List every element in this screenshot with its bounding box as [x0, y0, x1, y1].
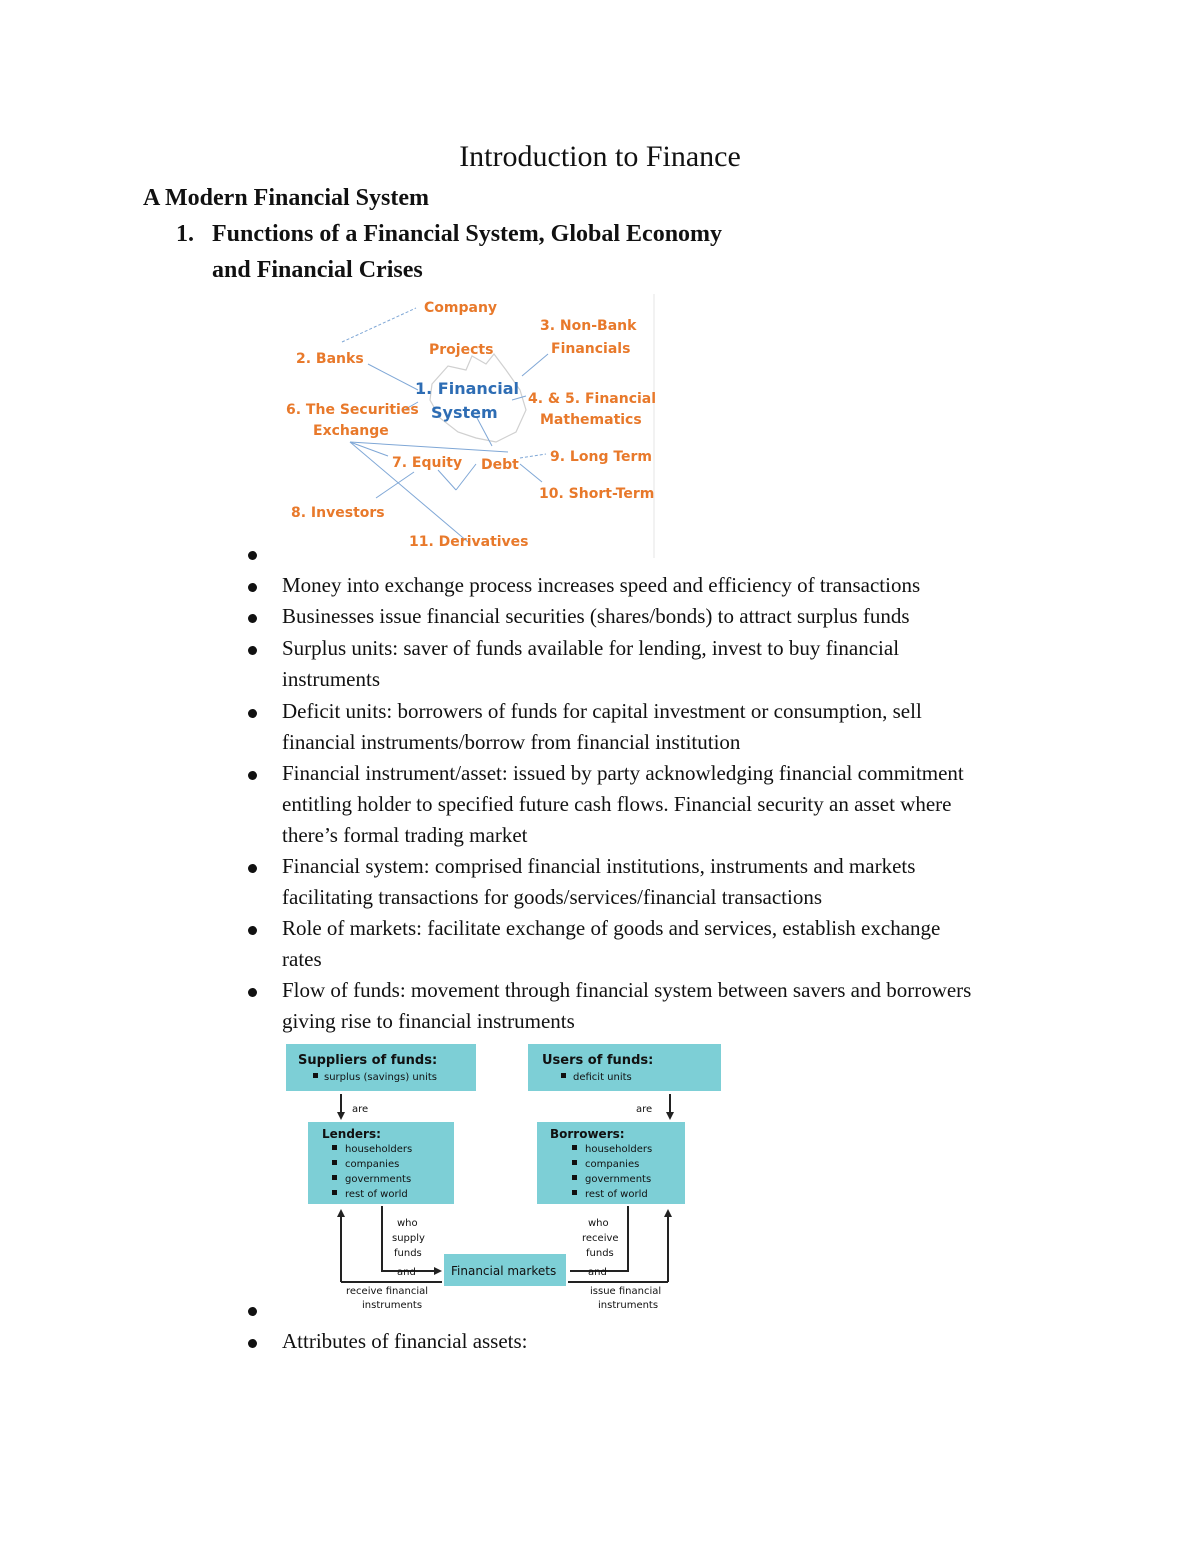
bullet-text: Role of markets: facilitate exchange of goods and services, establish exchange rates: [282, 916, 941, 971]
who-supply-line: funds: [394, 1248, 422, 1259]
financial-markets-label: Financial markets: [451, 1264, 557, 1278]
who-receive-line: receive: [582, 1233, 619, 1244]
node-securities-line1: 6. The Securities: [286, 402, 419, 418]
section-heading: A Modern Financial System: [143, 185, 429, 211]
bullet-dot: [248, 988, 257, 997]
square-bullet: [572, 1175, 577, 1180]
and-right: and: [588, 1267, 607, 1278]
node-financial-system-line1: 1. Financial: [415, 379, 520, 398]
bullet-text: Attributes of financial assets:: [282, 1329, 528, 1353]
node-investors: 8. Investors: [291, 505, 385, 521]
who-supply-line: supply: [392, 1233, 425, 1244]
node-short-term: 10. Short-Term: [539, 486, 655, 502]
bullet-dot: [248, 1339, 257, 1348]
bullet-dot: [248, 771, 257, 780]
flow-of-funds-diagram: [284, 1042, 724, 1314]
subsection-heading-line1: Functions of a Financial System, Global Economy: [212, 221, 723, 247]
lenders-item: householders: [345, 1144, 413, 1155]
suppliers-title: Suppliers of funds:: [298, 1053, 438, 1068]
lenders-title: Lenders:: [322, 1127, 381, 1141]
bullet-text: Businesses issue financial securities (shares/bonds) to attract surplus funds: [282, 604, 910, 628]
suppliers-item: surplus (savings) units: [324, 1072, 438, 1083]
bullet-text: Flow of funds: movement through financial system between savers and borrowers giving rise to financial instruments: [282, 978, 972, 1033]
borrowers-item: rest of world: [585, 1189, 648, 1200]
financial-system-diagram: [280, 292, 660, 558]
bullet-dot: [248, 646, 257, 655]
australia-outline: [430, 354, 526, 442]
borrowers-item: governments: [585, 1174, 652, 1185]
square-bullet: [332, 1190, 337, 1195]
node-financial-system-line2: System: [431, 403, 498, 422]
node-nonbank-line2: Financials: [551, 341, 631, 357]
node-long-term: 9. Long Term: [550, 449, 653, 465]
bullet-dot: [248, 614, 257, 623]
who-receive-line: who: [588, 1218, 609, 1229]
borrowers-item: companies: [585, 1159, 640, 1170]
bullet-dot: [248, 1307, 257, 1316]
lenders-item: governments: [345, 1174, 412, 1185]
square-bullet: [572, 1160, 577, 1165]
bullet-text: Surplus units: saver of funds available for lending, invest to buy financial instruments: [282, 636, 900, 691]
page-title: Introduction to Finance: [459, 140, 741, 173]
square-bullet: [332, 1145, 337, 1150]
borrowers-item: householders: [585, 1144, 653, 1155]
are-left: are: [352, 1104, 369, 1115]
node-debt: Debt: [481, 457, 519, 473]
node-nonbank-line1: 3. Non-Bank: [540, 318, 637, 334]
bullet-text: Money into exchange process increases speed and efficiency of transactions: [282, 573, 921, 597]
node-projects: Projects: [429, 342, 494, 358]
bullet-text: Financial instrument/asset: issued by party acknowledging financial commitment entitling holder to specified future cash flows. Financial security an asset where there’s formal trading market: [282, 761, 964, 847]
square-bullet: [313, 1073, 318, 1078]
bullet-dot: [248, 551, 257, 560]
node-banks: 2. Banks: [296, 351, 364, 367]
subsection-heading-line2: and Financial Crises: [212, 257, 423, 283]
receive-instruments-line: receive financial: [346, 1286, 429, 1297]
bullet-text: Deficit units: borrowers of funds for capital investment or consumption, sell financial instruments/borrow from financial institution: [282, 699, 922, 754]
users-item: deficit units: [573, 1072, 632, 1083]
are-right: are: [636, 1104, 653, 1115]
node-derivatives: 11. Derivatives: [409, 534, 529, 550]
issue-instruments-line: instruments: [598, 1300, 659, 1311]
issue-instruments-line: issue financial: [590, 1286, 662, 1297]
square-bullet: [332, 1175, 337, 1180]
subsection-number: 1.: [176, 221, 194, 247]
users-title: Users of funds:: [542, 1053, 654, 1068]
bullet-dot: [248, 709, 257, 718]
borrowers-title: Borrowers:: [550, 1127, 625, 1141]
node-equity: 7. Equity: [392, 455, 463, 471]
square-bullet: [561, 1073, 566, 1078]
bullet-text: Financial system: comprised financial institutions, instruments and markets facilitating transactions for goods/services/financial transactions: [282, 854, 916, 909]
who-supply-line: who: [397, 1218, 418, 1229]
node-math-line2: Mathematics: [540, 412, 642, 428]
who-receive-line: funds: [586, 1248, 614, 1259]
lenders-item: rest of world: [345, 1189, 408, 1200]
receive-instruments-line: instruments: [362, 1300, 423, 1311]
bullet-dot: [248, 926, 257, 935]
node-securities-line2: Exchange: [313, 423, 389, 439]
and-left: and: [397, 1267, 416, 1278]
lenders-item: companies: [345, 1159, 400, 1170]
square-bullet: [572, 1190, 577, 1195]
node-math-line1: 4. & 5. Financial: [528, 391, 657, 407]
bullet-dot: [248, 864, 257, 873]
bullet-dot: [248, 583, 257, 592]
square-bullet: [332, 1160, 337, 1165]
square-bullet: [572, 1145, 577, 1150]
node-company: Company: [424, 300, 498, 316]
